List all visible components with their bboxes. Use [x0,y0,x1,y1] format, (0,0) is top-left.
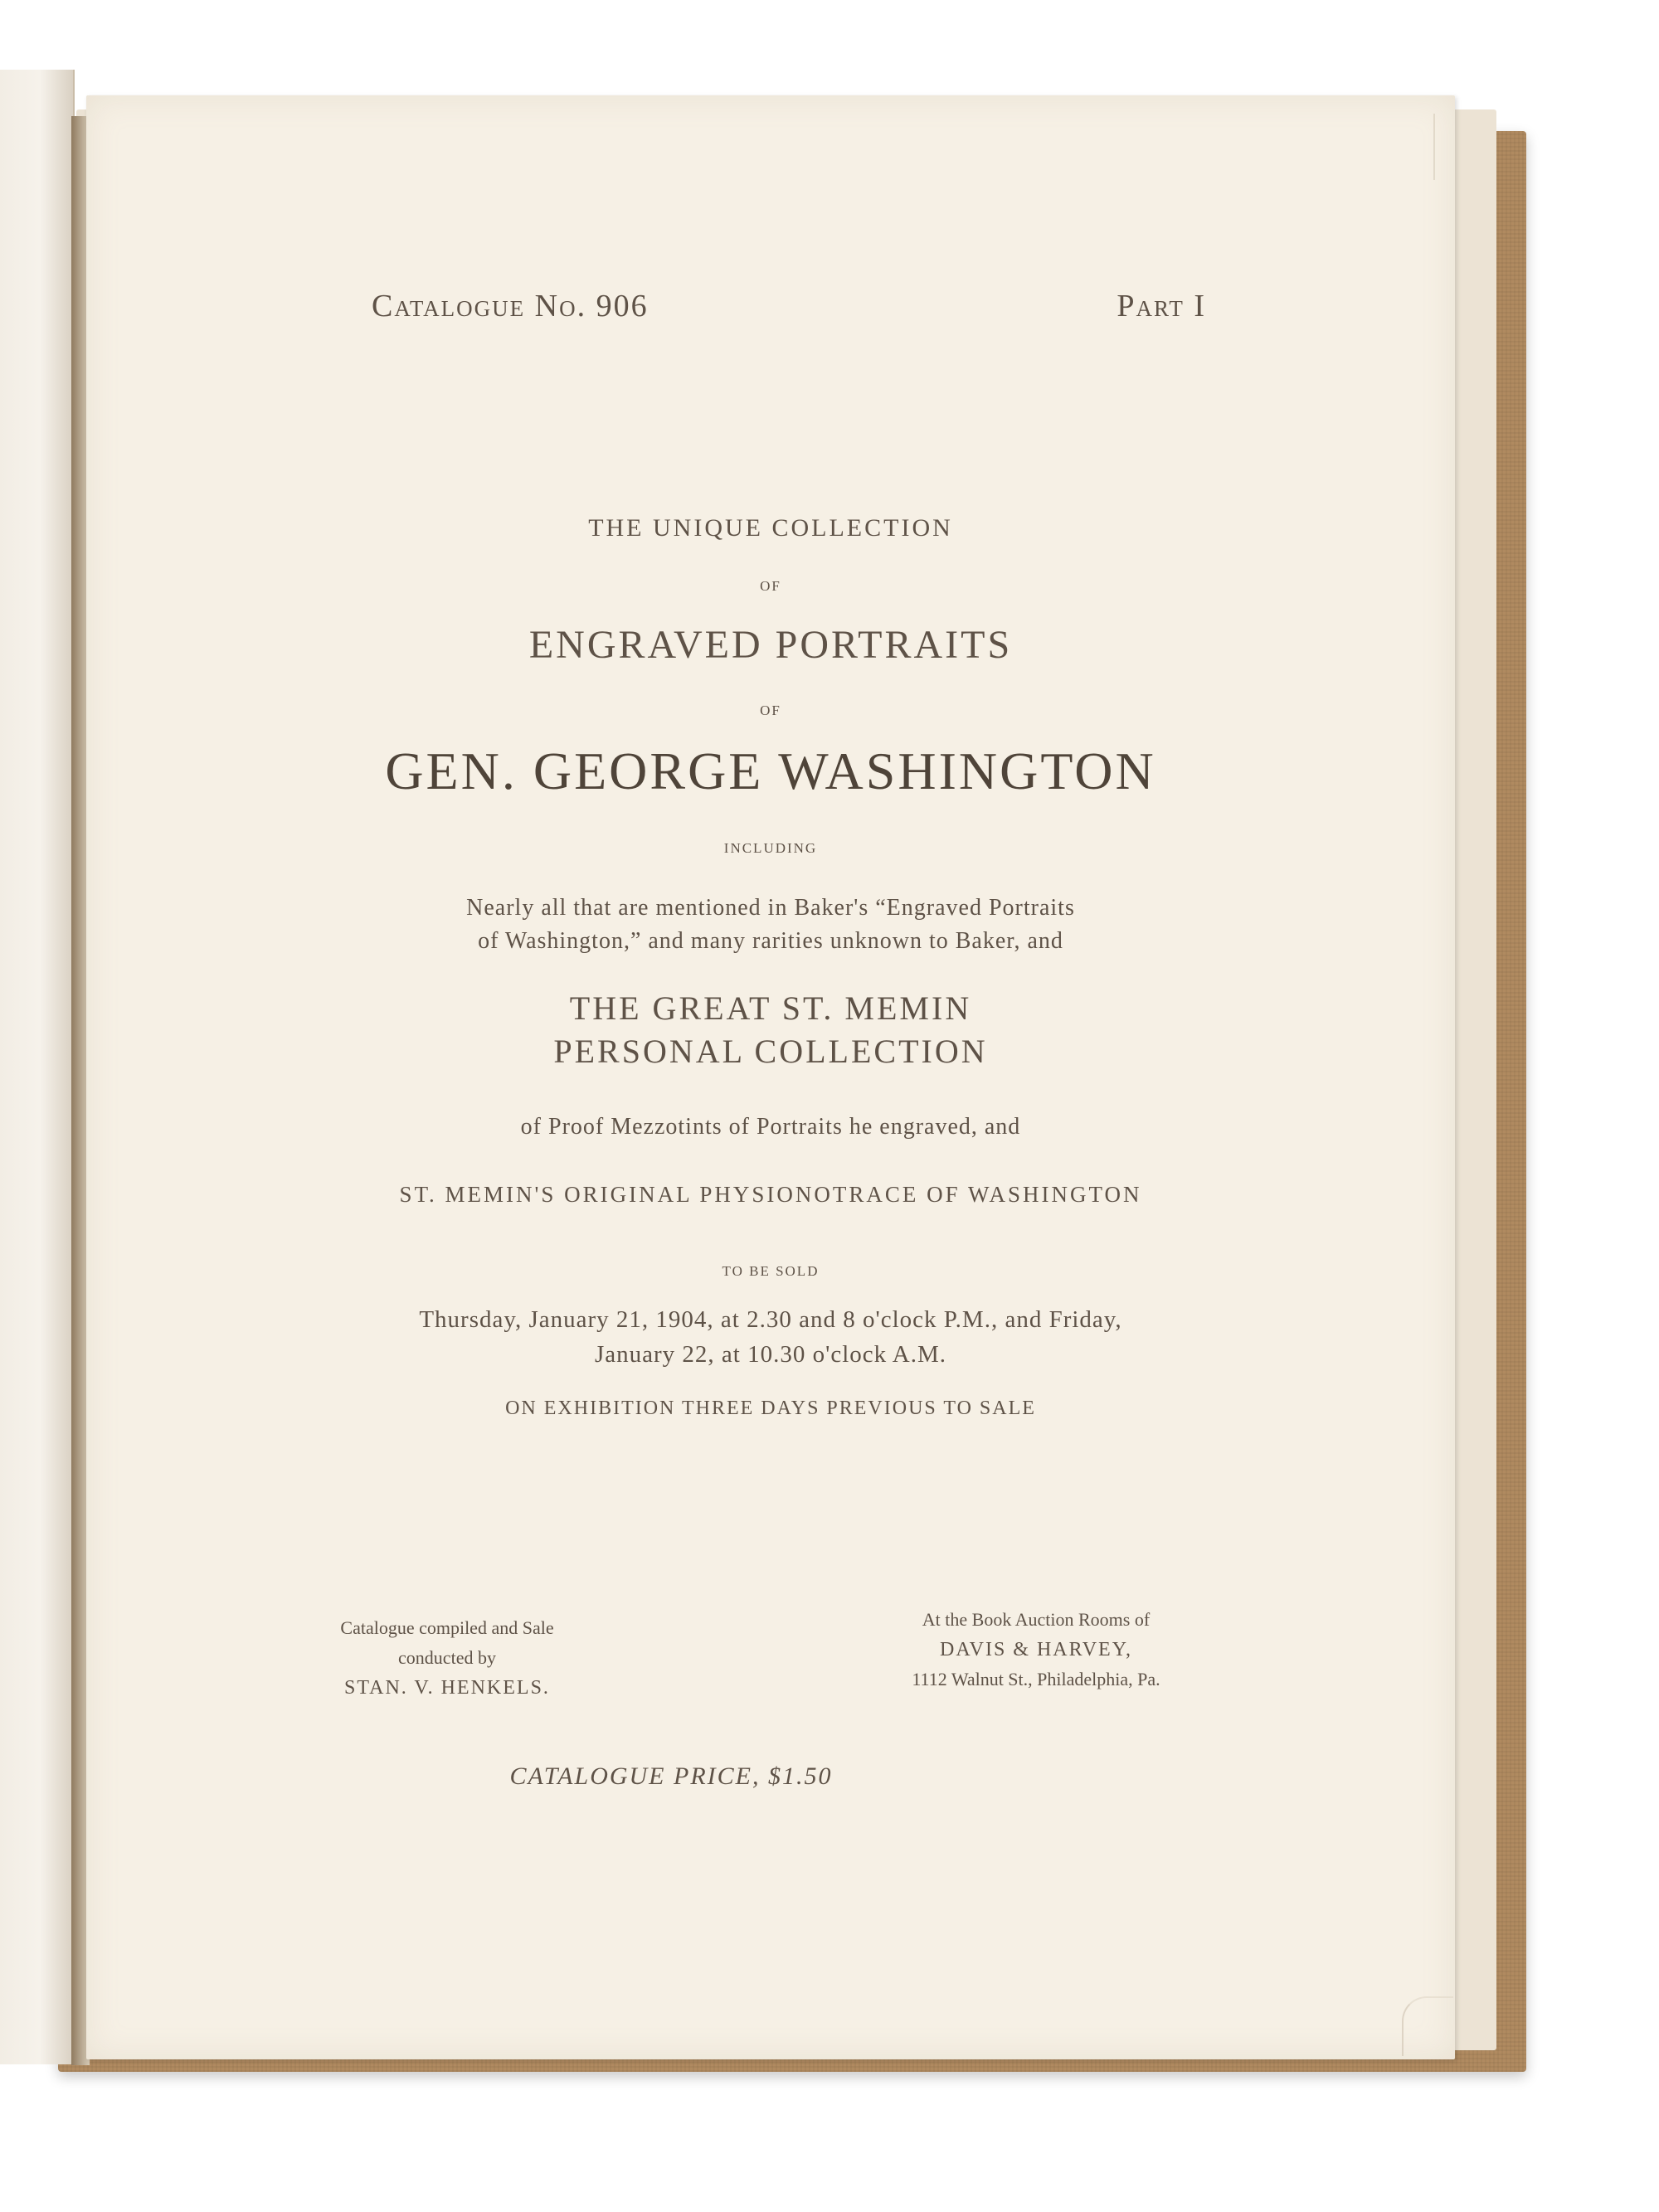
compiler-credit [302,1613,592,1703]
exhibition-notice: ON EXHIBITION THREE DAYS PREVIOUS TO SALE [505,1398,1036,1419]
connector-of: OF [760,702,781,718]
venue-address: 1112 Walnut St., Philadelphia, Pa. [912,1669,1160,1689]
venue-line: At the Book Auction Rooms of [922,1609,1151,1630]
heading-engraved-portraits: ENGRAVED PORTRAITS [528,623,1013,667]
compiler-line: Catalogue compiled and Sale [340,1617,554,1638]
description-paragraph [86,892,1455,958]
to-be-sold-label: TO BE SOLD [722,1263,820,1279]
physionotrace-line: ST. MEMIN'S ORIGINAL PHYSIONOTRACE OF WASHINGTON [399,1182,1142,1207]
connector-including: INCLUDING [723,840,818,856]
heading-line: PERSONAL COLLECTION [553,1033,988,1070]
catalogue-price: CATALOGUE PRICE, $1.50 [509,1762,833,1790]
part-label: Part I [1117,289,1206,323]
proof-mezzotints-line: of Proof Mezzotints of Portraits he engraved, and [520,1114,1021,1140]
compiler-line: conducted by [398,1647,496,1668]
heading-line: THE GREAT ST. MEMIN [569,989,972,1027]
left-page-edge [0,70,75,2064]
description-line: Nearly all that are mentioned in Baker's “Engraved Portraits [466,895,1075,921]
catalogue-number: Catalogue No. 906 [372,289,649,323]
venue-name: DAVIS & HARVEY, [940,1639,1132,1660]
sale-dates [86,1302,1455,1372]
heading-unique-collection: THE UNIQUE COLLECTION [588,514,953,542]
sale-date-line: January 22, at 10.30 o'clock A.M. [594,1341,947,1368]
heading-st-memin-collection [86,987,1455,1073]
page-crease [1433,114,1450,180]
description-line: of Washington,” and many rarities unknown to Baker, and [478,928,1063,954]
connector-of: OF [760,578,781,594]
page-title: GEN. GEORGE WASHINGTON [385,741,1156,800]
compiler-name: STAN. V. HENKELS. [344,1677,550,1699]
title-page [86,95,1455,2059]
page-corner-fold [1402,1996,1453,2056]
sale-date-line: Thursday, January 21, 1904, at 2.30 and 8 o'clock P.M., and Friday, [419,1306,1122,1333]
auction-venue [837,1605,1235,1694]
